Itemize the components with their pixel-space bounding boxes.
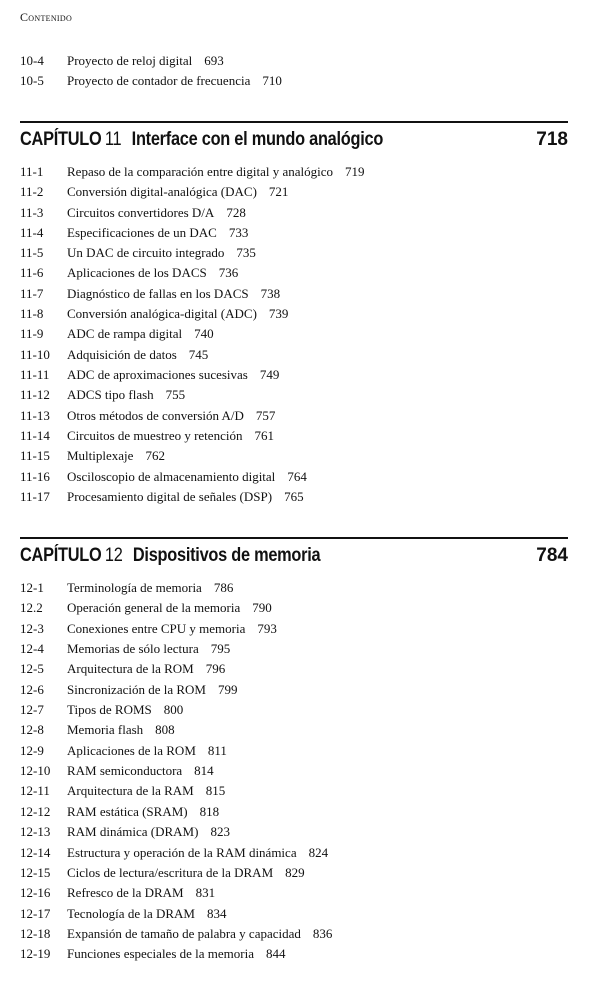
toc-entry[interactable] [20, 598, 272, 618]
toc-entry[interactable] [20, 863, 305, 883]
toc-entry[interactable] [20, 467, 307, 487]
section-number: 10-5 [20, 73, 44, 88]
page-number: 738 [260, 286, 281, 301]
section-number: 12-13 [20, 824, 51, 839]
section-title: Terminología de memoria [67, 580, 202, 595]
page-number: 721 [268, 184, 289, 199]
page-number: 824 [308, 845, 329, 860]
section-number: 11-8 [20, 306, 44, 321]
section-title: Un DAC de circuito integrado [67, 245, 225, 260]
toc-entry[interactable] [20, 904, 226, 924]
page-number: 693 [204, 53, 224, 68]
section-title: Osciloscopio de almacenamiento digital [67, 469, 276, 484]
toc-entry[interactable] [20, 761, 214, 781]
toc-entry[interactable] [20, 385, 185, 405]
section-title: RAM dinámica (DRAM) [67, 824, 199, 839]
section-title: Procesamiento digital de señales (DSP) [67, 489, 273, 504]
toc-entry[interactable] [20, 223, 248, 243]
section-number: 12-10 [20, 763, 51, 778]
toc-entry[interactable] [20, 487, 304, 507]
toc-entry[interactable] [20, 263, 238, 283]
section-title: RAM semiconductora [67, 763, 183, 778]
section-number: 12-4 [20, 641, 44, 656]
page-number: 800 [163, 702, 184, 717]
toc-entry[interactable] [20, 446, 165, 466]
section-number: 11-10 [20, 347, 50, 362]
section-title: Arquitectura de la RAM [67, 783, 194, 798]
section-number: 11-2 [20, 184, 44, 199]
page-number: 823 [210, 824, 230, 839]
toc-entry[interactable] [20, 324, 214, 344]
section-number: 11-9 [20, 326, 44, 341]
page-number: 829 [285, 865, 305, 880]
section-title: Diagnóstico de fallas en los DACS [67, 286, 249, 301]
section-title: Conversión digital-analógica (DAC) [67, 184, 257, 199]
page-number: 811 [207, 743, 227, 758]
chapter-heading-11[interactable] [20, 121, 568, 151]
page-number: 749 [259, 367, 280, 382]
section-title: Conversión analógica-digital (ADC) [67, 306, 257, 321]
section-title: Proyecto de reloj digital [67, 53, 193, 68]
section-number: 12-5 [20, 661, 44, 676]
chapter-heading-label [20, 545, 320, 567]
section-title: ADC de rampa digital [67, 326, 183, 341]
section-number: 11-16 [20, 469, 50, 484]
chapter-number: 11 [104, 129, 122, 150]
section-title: ADCS tipo flash [67, 387, 154, 402]
section-number: 11-13 [20, 408, 50, 423]
page-number: 765 [284, 489, 304, 504]
section-title: Memorias de sólo lectura [67, 641, 199, 656]
section-number: 12.2 [20, 600, 43, 615]
page-number: 795 [210, 641, 231, 656]
section-title: Expansión de tamaño de palabra y capacidad [67, 926, 301, 941]
toc-entry[interactable] [20, 883, 215, 903]
section-title: Circuitos convertidores D/A [67, 205, 215, 220]
section-number: 10-4 [20, 53, 44, 68]
page-number: 844 [266, 946, 286, 961]
section-title: Otros métodos de conversión A/D [67, 408, 244, 423]
section-title: Tecnología de la DRAM [67, 906, 195, 921]
chapter-number: 12 [104, 545, 123, 566]
page-number: 834 [206, 906, 227, 921]
page-number: 762 [145, 448, 165, 463]
section-number: 11-11 [20, 367, 50, 382]
section-number: 12-1 [20, 580, 44, 595]
page-number: 793 [257, 621, 277, 636]
section-number: 11-15 [20, 448, 50, 463]
toc-entry[interactable] [20, 924, 332, 944]
section-title: Estructura y operación de la RAM dinámica [67, 845, 297, 860]
section-number: 12-15 [20, 865, 51, 880]
page-number: 745 [188, 347, 209, 362]
chapter-label: CAPÍTULO [20, 545, 102, 566]
page-number: 786 [213, 580, 234, 595]
toc-entry[interactable] [20, 619, 277, 639]
section-title: Proyecto de contador de frecuencia [67, 73, 251, 88]
section-title: Adquisición de datos [67, 347, 177, 362]
page-number: 757 [255, 408, 276, 423]
section-number: 12-11 [20, 783, 50, 798]
section-title: Aplicaciones de la ROM [67, 743, 196, 758]
section-number: 11-7 [20, 286, 44, 301]
section-title: Tipos de ROMS [67, 702, 152, 717]
toc-entry[interactable] [20, 578, 233, 598]
page-number: 796 [205, 661, 226, 676]
section-title: Operación general de la memoria [67, 600, 241, 615]
toc-entry[interactable] [20, 700, 183, 720]
section-title: Memoria flash [67, 722, 144, 737]
section-number: 11-17 [20, 489, 50, 504]
page-number: 755 [165, 387, 186, 402]
toc-entry[interactable] [20, 680, 238, 700]
page-number: 764 [287, 469, 307, 484]
section-number: 12-12 [20, 804, 51, 819]
section-title: Refresco de la DRAM [67, 885, 184, 900]
section-number: 11-3 [20, 205, 44, 220]
page-number: 799 [218, 682, 238, 697]
toc-entry[interactable] [20, 71, 282, 91]
section-title: Circuitos de muestreo y retención [67, 428, 243, 443]
page-number: 814 [194, 763, 214, 778]
toc-entry[interactable] [20, 781, 225, 801]
section-title: Aplicaciones de los DACS [67, 265, 207, 280]
page-number: 710 [262, 73, 282, 88]
running-head: Contenido [20, 10, 73, 24]
page-number: 728 [226, 205, 246, 220]
section-title: RAM estática (SRAM) [67, 804, 188, 819]
section-title: Ciclos de lectura/escritura de la DRAM [67, 865, 274, 880]
page-number: 815 [205, 783, 226, 798]
chapter-title: Dispositivos de memoria [132, 545, 321, 566]
section-title: Conexiones entre CPU y memoria [67, 621, 246, 636]
section-number: 12-3 [20, 621, 44, 636]
section-title: Arquitectura de la ROM [67, 661, 194, 676]
section-number: 12-18 [20, 926, 51, 941]
section-number: 12-9 [20, 743, 44, 758]
section-number: 12-17 [20, 906, 51, 921]
section-number: 11-14 [20, 428, 50, 443]
section-number: 12-7 [20, 702, 44, 717]
toc-entry[interactable] [20, 944, 286, 964]
page-number: 739 [268, 306, 289, 321]
toc-entry[interactable] [20, 51, 224, 71]
toc-entry[interactable] [20, 284, 280, 304]
section-number: 11-12 [20, 387, 50, 402]
section-number: 12-8 [20, 722, 44, 737]
chapter-title: Interface con el mundo analógico [131, 129, 384, 150]
section-title: Funciones especiales de la memoria [67, 946, 254, 961]
toc-entry[interactable] [20, 822, 230, 842]
toc-entry[interactable] [20, 162, 365, 182]
page-number: 740 [194, 326, 214, 341]
page-number: 719 [345, 164, 365, 179]
toc-entry[interactable] [20, 182, 288, 202]
section-title: Repaso de la comparación entre digital y analógico [67, 164, 334, 179]
chapter-label: CAPÍTULO [20, 129, 102, 150]
page-number: 736 [218, 265, 239, 280]
toc-entry[interactable] [20, 741, 227, 761]
section-number: 12-6 [20, 682, 44, 697]
toc-entry[interactable] [20, 406, 275, 426]
toc-entry[interactable] [20, 345, 208, 365]
toc-entry[interactable] [20, 243, 256, 263]
page-number: 831 [195, 885, 216, 900]
section-number: 12-14 [20, 845, 51, 860]
section-title: Sincronización de la ROM [67, 682, 206, 697]
toc-entry[interactable] [20, 843, 328, 863]
chapter-heading-label [20, 129, 383, 151]
toc-entry[interactable] [20, 639, 230, 659]
section-title: ADC de aproximaciones sucesivas [67, 367, 248, 382]
section-number: 11-5 [20, 245, 44, 260]
chapter-heading-12[interactable] [20, 537, 568, 567]
toc-entry[interactable] [20, 426, 274, 446]
toc-entry[interactable] [20, 304, 288, 324]
section-title: Multiplexaje [67, 448, 134, 463]
section-number: 12-16 [20, 885, 51, 900]
toc-entry[interactable] [20, 720, 175, 740]
chapter-page: 784 [536, 545, 568, 566]
chapter-page: 718 [536, 129, 568, 150]
page-number: 818 [199, 804, 220, 819]
toc-entry[interactable] [20, 365, 279, 385]
toc-entry[interactable] [20, 659, 225, 679]
section-number: 11-1 [20, 164, 44, 179]
page-number: 790 [252, 600, 272, 615]
section-number: 11-6 [20, 265, 44, 280]
page-number: 808 [155, 722, 175, 737]
section-title: Especificaciones de un DAC [67, 225, 217, 240]
section-number: 11-4 [20, 225, 44, 240]
section-number: 12-19 [20, 946, 51, 961]
page-number: 733 [228, 225, 249, 240]
page-number: 735 [236, 245, 256, 260]
toc-entry[interactable] [20, 802, 219, 822]
toc-entry[interactable] [20, 203, 246, 223]
page-number: 761 [254, 428, 274, 443]
page-number: 836 [312, 926, 333, 941]
